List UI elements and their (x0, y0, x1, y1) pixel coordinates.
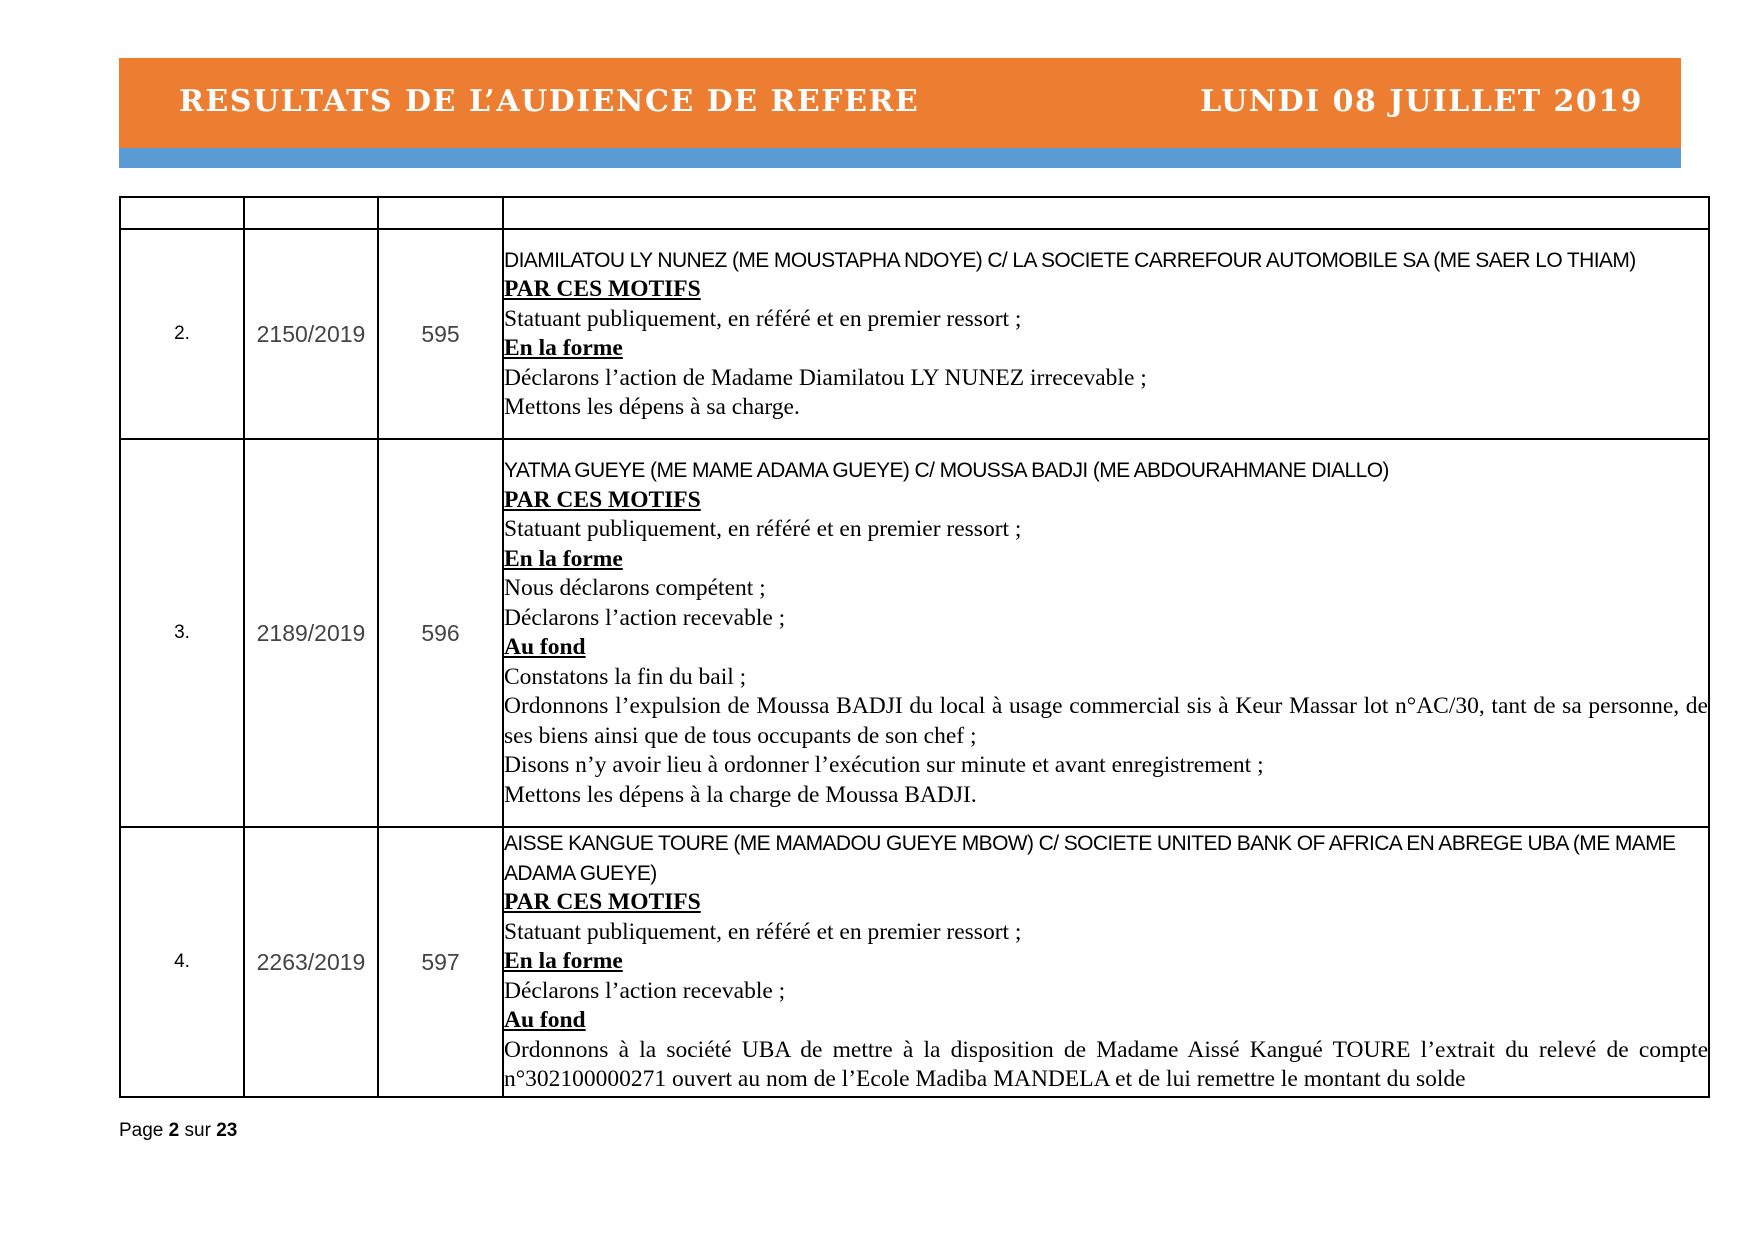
page-footer (119, 1120, 237, 1142)
decision-text (503, 827, 1709, 1097)
decision-number: 597 (378, 827, 503, 1097)
empty-header-cell (244, 197, 378, 229)
page-label: Page (119, 1120, 164, 1141)
row-number: 4. (120, 827, 244, 1097)
parties-line: YATMA GUEYE (ME MAME ADAMA GUEYE) C/ MOUSSA BADJI (ME ABDOURAHMANE DIALLO) (504, 459, 1389, 482)
decision-number: 595 (378, 229, 503, 439)
empty-header-cell (120, 197, 244, 229)
total-pages-number: 23 (216, 1120, 238, 1141)
case-role-number: 2263/2019 (244, 827, 378, 1097)
section-heading: En la forme (504, 335, 623, 361)
page-title: RESULTATS DE L’AUDIENCE DE REFERE (179, 84, 920, 119)
ruling-line: Statuant publiquement, en référé et en premier ressort ; (504, 305, 1022, 332)
section-heading: Au fond (504, 1007, 586, 1034)
case-role-number: 2189/2019 (244, 439, 378, 827)
ruling-line: Mettons les dépens à la charge de Moussa BADJI. (504, 781, 977, 808)
table-header-row (120, 197, 1709, 229)
table-row (120, 229, 1709, 439)
decision-text (503, 229, 1709, 439)
row-number: 2. (120, 229, 244, 439)
ruling-line: Nous déclarons compétent ; (504, 575, 766, 601)
ruling-line: Ordonnons l’expulsion de Moussa BADJI du local à usage commercial sis à Keur Massar lot n°AC/30, tant de sa personne, de ses biens ainsi que de tous occupants de son chef ; (504, 693, 1708, 749)
ruling-line: Disons n’y avoir lieu à ordonner l’exécution sur minute et avant enregistrement ; (504, 752, 1264, 778)
section-heading: PAR CES MOTIFS (504, 889, 701, 916)
table-row (120, 439, 1709, 827)
section-heading: En la forme (504, 545, 623, 572)
empty-header-cell (378, 197, 503, 229)
header-banner (119, 58, 1681, 148)
ruling-line: Déclarons l’action recevable ; (504, 604, 786, 631)
ruling-line: Constatons la fin du bail ; (504, 663, 747, 690)
ruling-line: Statuant publiquement, en référé et en premier ressort ; (504, 516, 1022, 542)
header-accent-band (119, 148, 1681, 168)
ruling-line: Ordonnons à la société UBA de mettre à la disposition de Madame Aissé Kangué TOURE l’extrait du relevé de compte n°302100000271 ouvert au nom de l’Ecole Madiba MANDELA et de lui remettre le montant du solde (504, 1036, 1708, 1093)
section-heading: En la forme (504, 948, 623, 975)
results-table (119, 196, 1710, 1098)
section-heading: PAR CES MOTIFS (504, 486, 701, 513)
hearing-date: LUNDI 08 JUILLET 2019 (1200, 84, 1643, 119)
page-separator: sur (184, 1120, 211, 1141)
current-page-number: 2 (168, 1120, 180, 1141)
ruling-line: Statuant publiquement, en référé et en premier ressort ; (504, 918, 1022, 945)
parties-line: AISSE KANGUE TOURE (ME MAMADOU GUEYE MBOW) C/ SOCIETE UNITED BANK OF AFRICA EN ABREGE UBA (ME MAME ADAMA GUEYE) (504, 832, 1676, 885)
parties-line: DIAMILATOU LY NUNEZ (ME MOUSTAPHA NDOYE) C/ LA SOCIETE CARREFOUR AUTOMOBILE SA (ME SAER LO THIAM) (504, 248, 1636, 272)
ruling-line: Mettons les dépens à sa charge. (504, 394, 800, 420)
table-row (120, 827, 1709, 1097)
ruling-line: Déclarons l’action de Madame Diamilatou LY NUNEZ irrecevable ; (504, 364, 1147, 391)
ruling-line: Déclarons l’action recevable ; (504, 977, 786, 1004)
decision-text (503, 439, 1709, 827)
empty-header-cell (503, 197, 1709, 229)
section-heading: Au fond (504, 634, 586, 660)
decision-number: 596 (378, 439, 503, 827)
section-heading: PAR CES MOTIFS (504, 276, 701, 302)
row-number: 3. (120, 439, 244, 827)
case-role-number: 2150/2019 (244, 229, 378, 439)
